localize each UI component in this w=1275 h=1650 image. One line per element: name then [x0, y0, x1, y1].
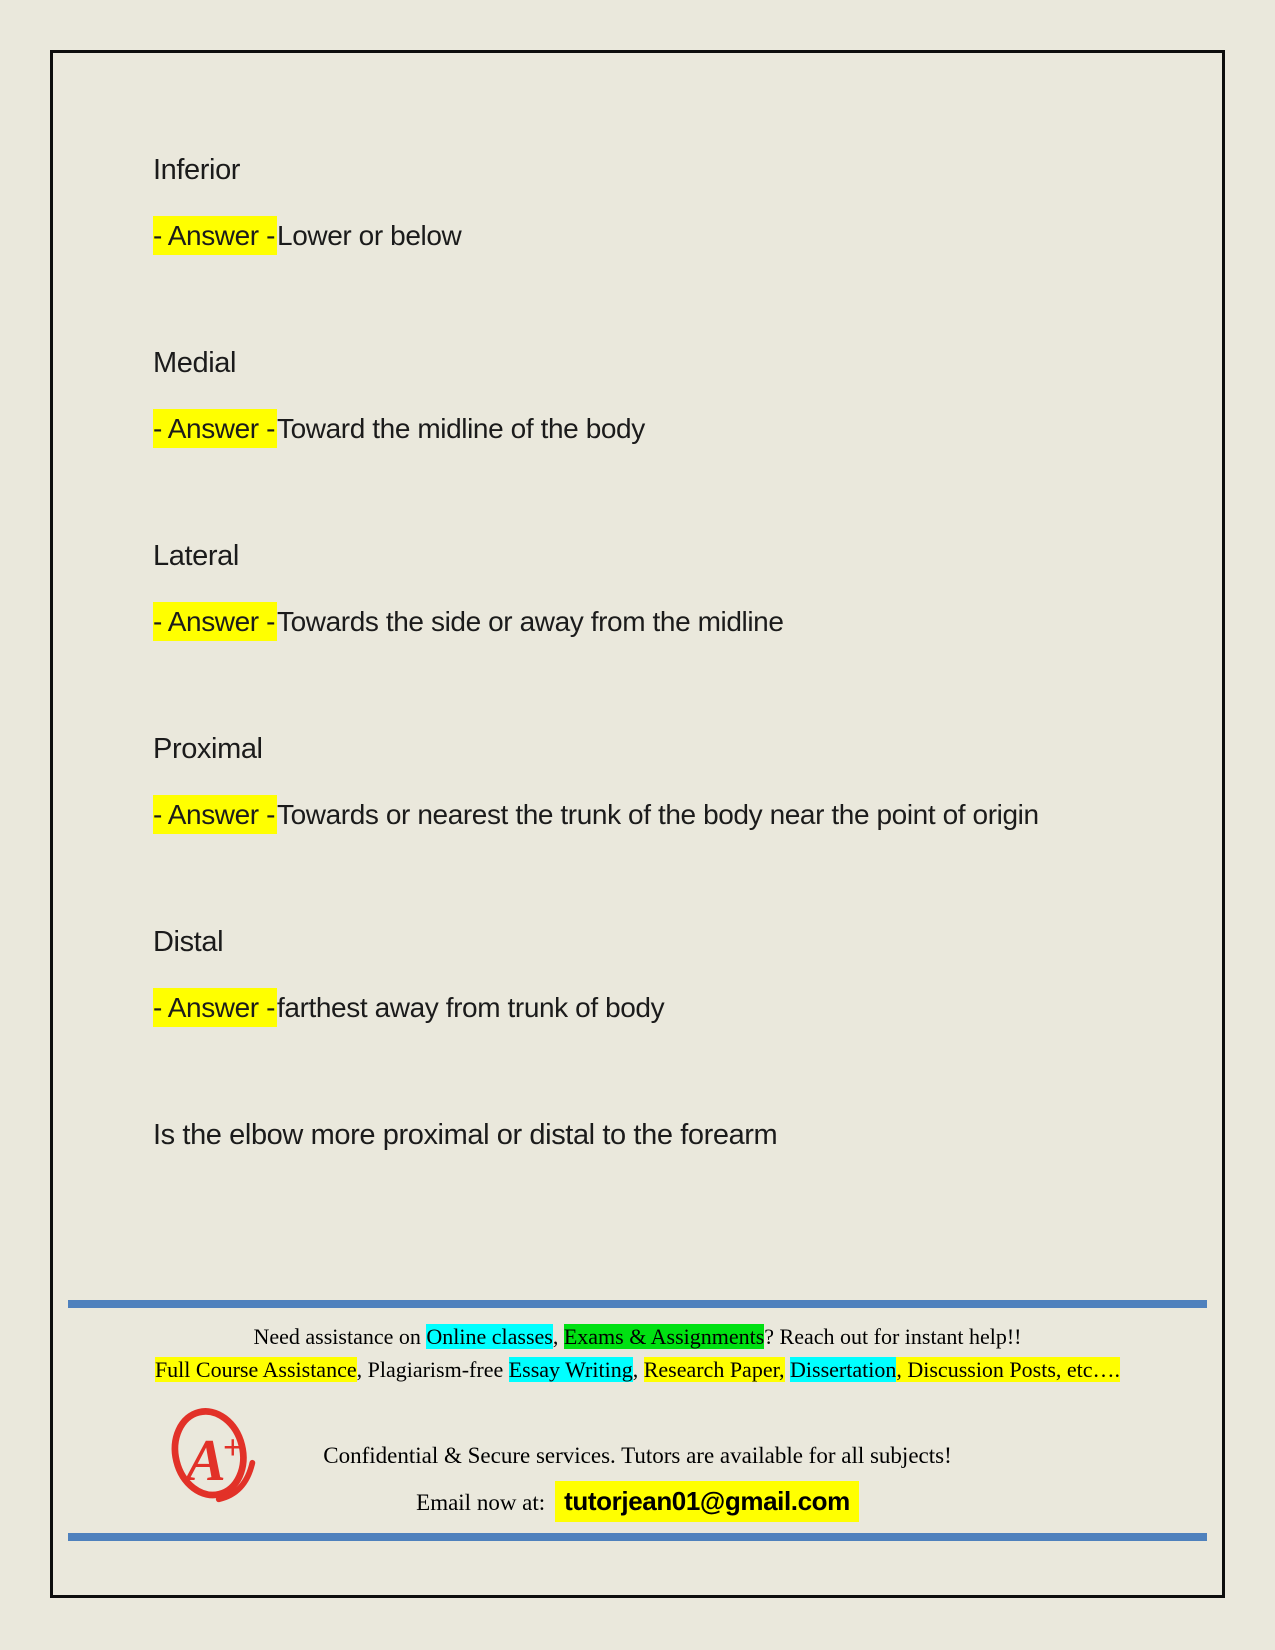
email-label: Email now at: — [416, 1490, 546, 1515]
answer-distal — [153, 985, 1093, 1030]
promo-segment: Full Course Assistance — [154, 1357, 357, 1382]
bottom-divider-rule — [68, 1533, 1207, 1541]
answer-text: Toward the midline of the body — [277, 413, 645, 444]
answer-text: Lower or below — [277, 220, 462, 251]
promo-segment: Exams & Assignments — [563, 1324, 765, 1349]
answer-prefix-highlight: - Answer - — [153, 988, 277, 1027]
a-plus-logo-icon — [165, 1403, 261, 1513]
document-page — [50, 50, 1225, 1598]
top-divider-rule — [68, 1300, 1207, 1308]
promo-segment: Online classes — [426, 1324, 553, 1349]
question-text: Is the elbow more proximal or distal to the forearm — [153, 1119, 778, 1151]
term-proximal: Proximal — [153, 733, 263, 765]
page-footer — [53, 1300, 1222, 1541]
answer-text: farthest away from trunk of body — [277, 992, 665, 1023]
promo-segment: Essay Writing — [508, 1357, 633, 1382]
answer-prefix-highlight: - Answer - — [153, 602, 277, 641]
answer-prefix-highlight: - Answer - — [153, 409, 277, 448]
promo-segment: Need assistance on — [253, 1324, 427, 1349]
answer-prefix-highlight: - Answer - — [153, 795, 277, 834]
term-lateral: Lateral — [153, 540, 239, 572]
answer-proximal — [153, 792, 1093, 837]
promo-segment: Dissertation — [790, 1357, 897, 1382]
term-medial: Medial — [153, 347, 237, 379]
promo-segment: , — [632, 1357, 644, 1382]
answer-medial — [153, 406, 1093, 451]
promo-line-1 — [53, 1321, 1222, 1352]
term-distal: Distal — [153, 926, 224, 958]
answer-text: Towards or nearest the trunk of the body near the point of origin — [277, 799, 1039, 830]
answer-inferior — [153, 213, 1093, 258]
answer-prefix-highlight: - Answer - — [153, 216, 277, 255]
promo-segment: ? Reach out for instant help!! — [764, 1324, 1022, 1349]
promo-segment: , Plagiarism-free — [356, 1357, 509, 1382]
promo-line-2 — [53, 1354, 1222, 1385]
confidential-text: Confidential & Secure services. Tutors are available for all subjects! — [323, 1443, 952, 1468]
promo-segment: Research Paper, — [643, 1357, 785, 1382]
promo-segment: , Discussion Posts, etc…. — [896, 1357, 1121, 1382]
promo-segment: , — [552, 1324, 564, 1349]
answer-lateral — [153, 599, 1093, 644]
answer-text: Towards the side or away from the midline — [277, 606, 784, 637]
email-address: tutorjean01@gmail.com — [555, 1481, 859, 1522]
logo-text: A+ — [186, 1427, 243, 1494]
page-content — [53, 53, 1222, 1158]
term-inferior: Inferior — [153, 154, 241, 186]
